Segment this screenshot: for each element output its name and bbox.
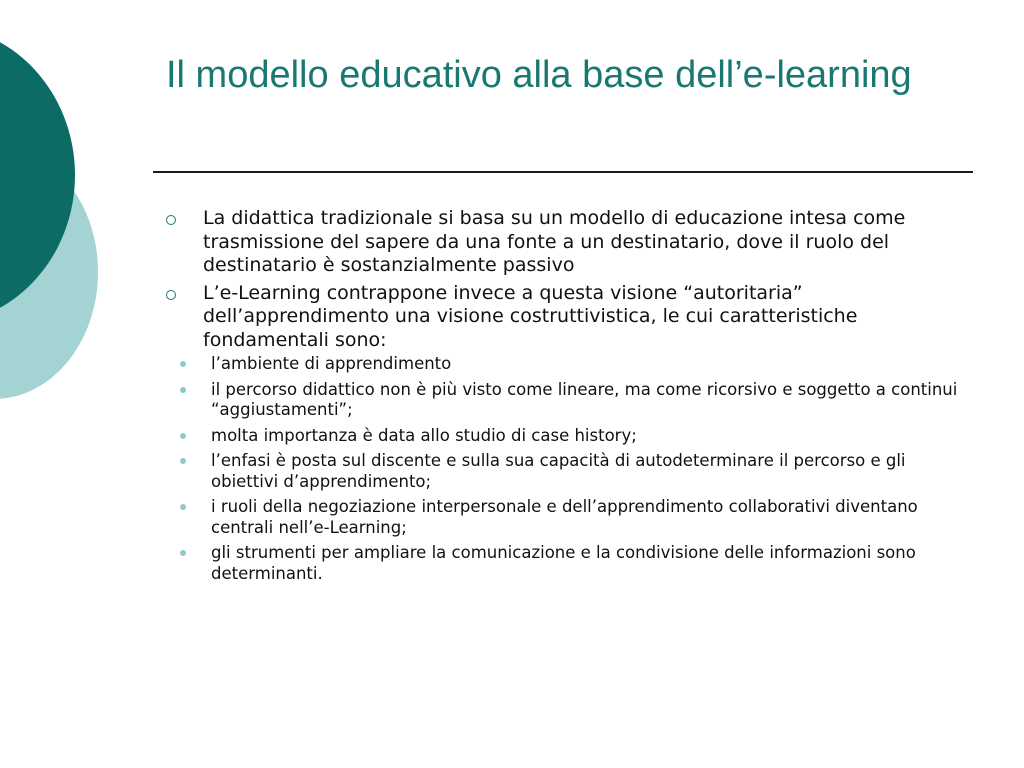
bullet-text: L’e-Learning contrappone invece a questa visione “autoritaria” dell’apprendimento una visione costruttivistica, le cui caratteristiche fondamentali sono: [203, 281, 858, 351]
sub-bullet-item [166, 543, 976, 584]
dot-bullet-icon [180, 504, 186, 510]
slide-title: Il modello educativo alla base dell’e-learning [166, 54, 912, 96]
sub-bullet-item [166, 451, 976, 492]
dot-bullet-icon [180, 458, 186, 464]
sub-bullet-text: gli strumenti per ampliare la comunicazione e la condivisione delle informazioni sono determinanti. [211, 543, 916, 583]
sub-bullet-item [166, 380, 976, 421]
sub-bullet-item [166, 354, 976, 375]
sub-bullet-text: l’ambiente di apprendimento [211, 354, 452, 373]
dot-bullet-icon [180, 550, 186, 556]
sub-bullet-text: il percorso didattico non è più visto come lineare, ma come ricorsivo e soggetto a continui “aggiustamenti”; [211, 379, 958, 419]
sub-bullet-text: molta importanza è data allo studio di case history; [211, 425, 637, 445]
dot-bullet-icon [180, 361, 186, 367]
bullet-text: La didattica tradizionale si basa su un modello di educazione intesa come trasmissione del sapere da una fonte a un destinatario, dove il ruolo del destinatario è sostanzialmente passivo [203, 207, 906, 276]
bullet-list [166, 207, 976, 589]
sub-bullet-item [166, 497, 976, 538]
dot-bullet-icon [180, 387, 186, 393]
bullet-item-1 [166, 207, 976, 278]
sub-bullet-text: l’enfasi è posta sul discente e sulla sua capacità di autodeterminare il percorso e gli obiettivi d’apprendimento; [211, 451, 906, 491]
title-divider [153, 171, 973, 173]
sub-bullet-text: i ruoli della negoziazione interpersonale e dell’apprendimento collaborativi diventano centrali nell’e-Learning; [211, 497, 918, 537]
hollow-circle-bullet-icon [166, 215, 176, 225]
dot-bullet-icon [180, 433, 186, 439]
hollow-circle-bullet-icon [166, 290, 176, 300]
sub-bullet-list [203, 354, 976, 584]
bullet-item-2 [166, 282, 976, 585]
sub-bullet-item [166, 426, 976, 447]
